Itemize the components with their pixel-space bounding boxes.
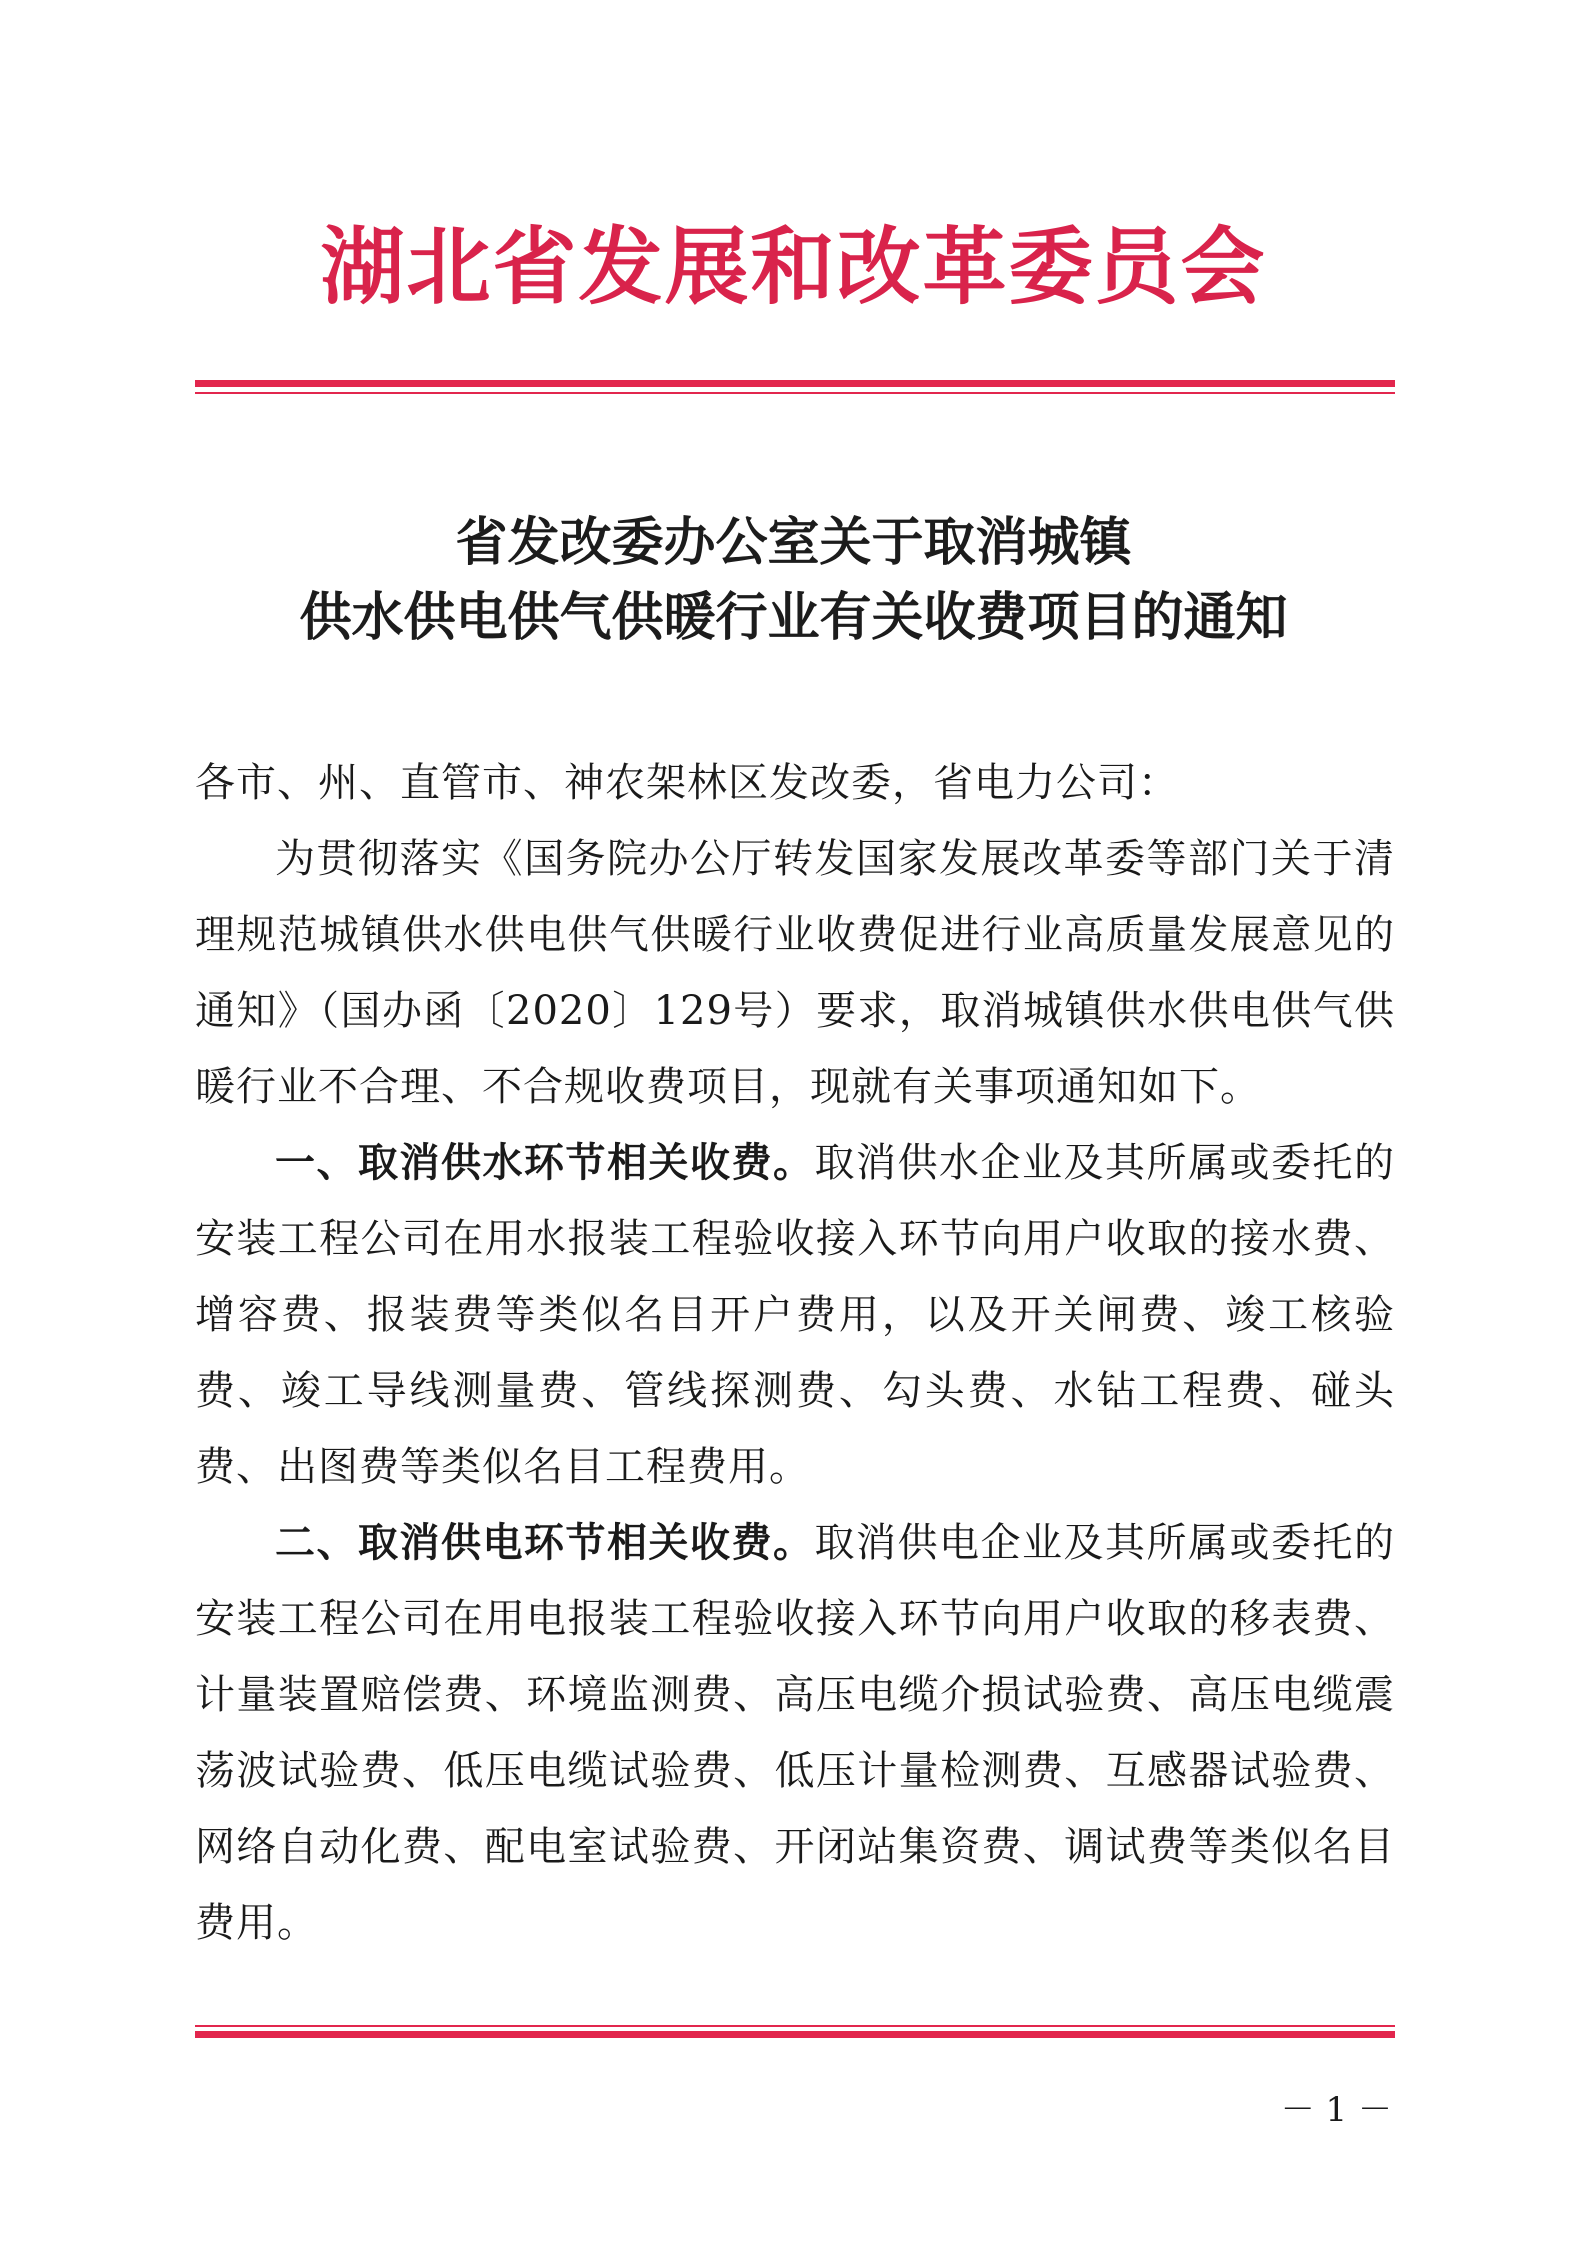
title-line-1: 省发改委办公室关于取消城镇 — [455, 512, 1132, 573]
title-line-2: 供水供电供气供暖行业有关收费项目的通知 — [299, 587, 1288, 648]
section-text-water: 取消供水企业及其所属或委托的安装工程公司在用水报装工程验收接入环节向用户收取的接水费、增容费、报装费等类似名目开户费用，以及开关闸费、竣工核验费、竣工导线测量费、管线探测费、勾头费、水钻工程费、碰头费、出图费等类似名目工程费用。 — [195, 1140, 1395, 1490]
section-paragraph-water — [195, 1125, 1395, 1505]
footer-red-rule-thin — [195, 2025, 1395, 2027]
document-body — [195, 745, 1395, 1961]
section-heading-water: 一、取消供水环节相关收费。 — [275, 1140, 815, 1186]
intro-paragraph: 为贯彻落实《国务院办公厅转发国家发展改革委等部门关于清理规范城镇供水供电供气供暖行业收费促进行业高质量发展意见的通知》（国办函〔2020〕129号）要求，取消城镇供水供电供气供暖行业不合理、不合规收费项目，现就有关事项通知如下。 — [195, 836, 1395, 1110]
page-number: － 1 － — [1280, 2090, 1392, 2130]
footer-red-rule-thick — [195, 2031, 1395, 2038]
addressee: 各市、州、直管市、神农架林区发改委，省电力公司： — [195, 760, 1179, 806]
organization-header: 湖北省发展和改革委员会 — [320, 218, 1267, 316]
header-red-rule-thick — [195, 380, 1395, 387]
section-heading-electricity: 二、取消供电环节相关收费。 — [275, 1520, 815, 1566]
document-title — [0, 505, 1587, 655]
section-text-electricity: 取消供电企业及其所属或委托的安装工程公司在用电报装工程验收接入环节向用户收取的移表费、计量装置赔偿费、环境监测费、高压电缆介损试验费、高压电缆震荡波试验费、低压电缆试验费、低压计量检测费、互感器试验费、网络自动化费、配电室试验费、开闭站集资费、调试费等类似名目费用。 — [195, 1520, 1395, 1946]
header-red-rule-thin — [195, 392, 1395, 394]
section-paragraph-electricity — [195, 1505, 1395, 1961]
